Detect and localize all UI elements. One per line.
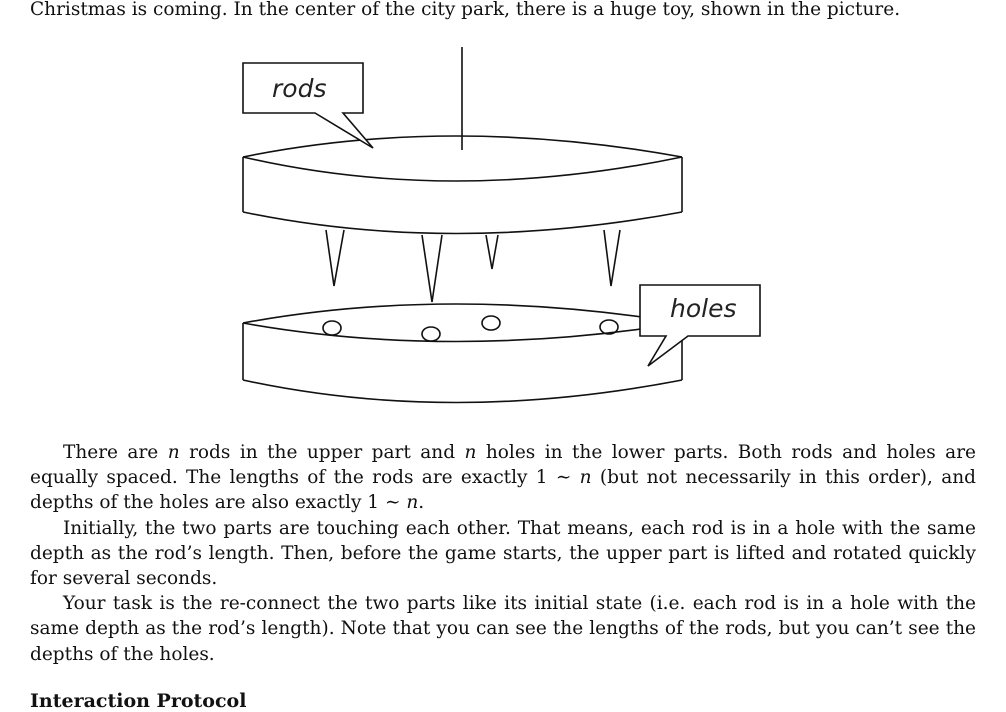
upper-disc bbox=[243, 136, 682, 234]
hole bbox=[482, 316, 500, 330]
paragraph-task: Your task is the re-connect the two parts like its initial state (i.e. each rod is in a hole with the same depth as the rod’s length). Note that you can see the lengths of the rods, but you can’t see the depths of the holes. bbox=[30, 593, 976, 665]
rod bbox=[326, 230, 344, 286]
rod bbox=[422, 235, 442, 302]
holes-label: holes bbox=[670, 294, 737, 323]
rod bbox=[604, 230, 620, 286]
toy-figure bbox=[230, 40, 780, 420]
lower-disc bbox=[243, 304, 682, 403]
problem-statement bbox=[30, 440, 976, 667]
paragraph-initial-state: Initially, the two parts are touching each other. That means, each rod is in a hole with the same depth as the rod’s length. Then, before the game starts, the upper part is lifted and rotated quickly for several seconds. bbox=[30, 517, 976, 590]
rod bbox=[486, 235, 498, 269]
section-heading: Interaction Protocol bbox=[30, 690, 247, 712]
rods-label: rods bbox=[272, 74, 327, 103]
hole bbox=[600, 320, 618, 334]
hole bbox=[323, 321, 341, 335]
hole bbox=[422, 327, 440, 341]
holes bbox=[323, 316, 618, 341]
paragraph-rods-holes: There are n rods in the upper part and n holes in the lower parts. Both rods and holes are equally spaced. The lengths of the rods are exactly 1 ∼ n (but not necessarily in this order), and depths of the holes are also exactly 1 ∼ n. bbox=[30, 442, 976, 514]
rods bbox=[326, 230, 620, 302]
intro-sentence: Christmas is coming. In the center of the city park, there is a huge toy, shown in the picture. bbox=[30, 0, 901, 20]
